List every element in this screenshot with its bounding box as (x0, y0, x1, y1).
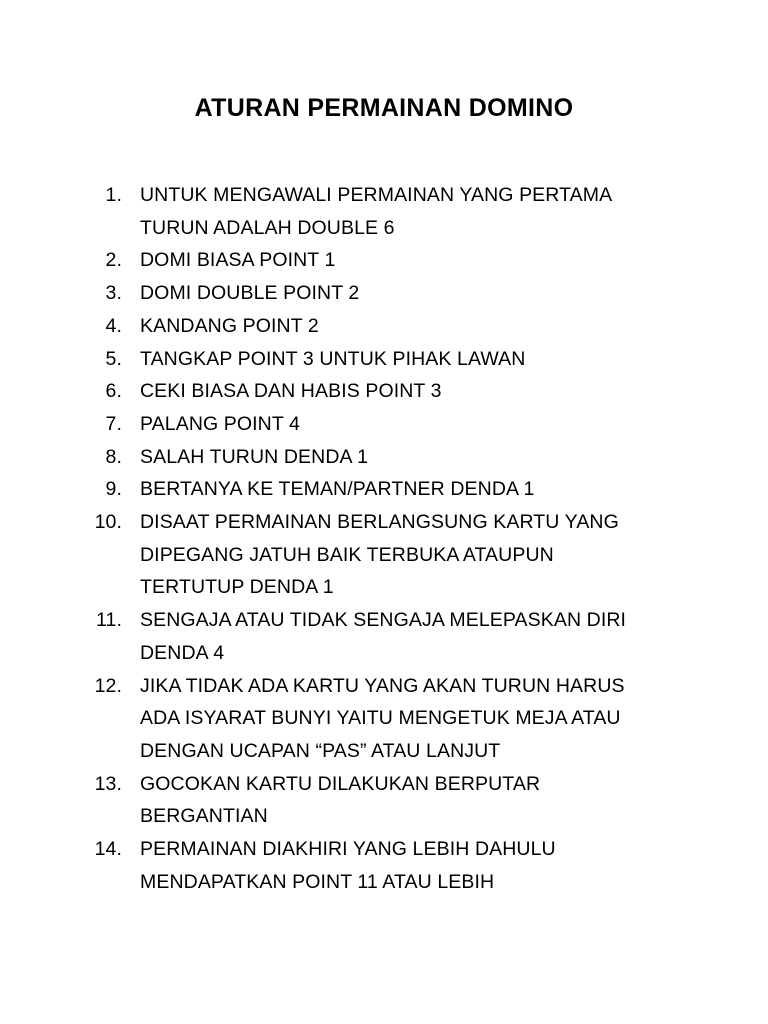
rules-list (0, 179, 768, 898)
rule-item (0, 768, 768, 833)
rule-item (0, 310, 768, 343)
rule-line: DENGAN UCAPAN “PAS” ATAU LANJUT (140, 739, 501, 762)
rule-number: 14. (94, 838, 122, 861)
rule-line: SENGAJA ATAU TIDAK SENGAJA MELEPASKAN DIRI (140, 609, 627, 632)
rule-line: TERTUTUP DENDA 1 (140, 576, 334, 599)
rule-number: 13. (94, 772, 122, 795)
rule-number: 6. (105, 380, 122, 403)
rule-item (0, 179, 768, 244)
rule-text (140, 179, 660, 244)
rule-text (140, 506, 660, 604)
rule-item (0, 604, 768, 669)
rule-item (0, 441, 768, 474)
rule-text (140, 604, 660, 669)
rule-number: 12. (94, 674, 122, 697)
rule-text (140, 343, 660, 376)
rule-number: 3. (105, 282, 122, 305)
rule-line: TANGKAP POINT 3 UNTUK PIHAK LAWAN (140, 347, 526, 370)
rule-number: 2. (105, 249, 122, 272)
rule-line: DOMI BIASA POINT 1 (140, 249, 336, 272)
rule-line: BERTANYA KE TEMAN/PARTNER DENDA 1 (140, 478, 535, 501)
rule-number: 11. (96, 609, 122, 632)
rule-line: SALAH TURUN DENDA 1 (140, 445, 369, 468)
rule-line: CEKI BIASA DAN HABIS POINT 3 (140, 380, 442, 403)
rule-number: 8. (105, 445, 122, 468)
rule-text (140, 833, 660, 898)
rule-item (0, 473, 768, 506)
rule-line: GOCOKAN KARTU DILAKUKAN BERPUTAR (140, 772, 541, 795)
rule-text (140, 244, 660, 277)
rule-line: ADA ISYARAT BUNYI YAITU MENGETUK MEJA ATAU (140, 707, 621, 730)
rule-line: UNTUK MENGAWALI PERMAINAN YANG PERTAMA (140, 184, 613, 206)
rule-item (0, 408, 768, 441)
rule-text (140, 768, 660, 833)
rule-line: PERMAINAN DIAKHIRI YANG LEBIH DAHULU (140, 838, 556, 861)
rule-line: KANDANG POINT 2 (140, 314, 319, 337)
rule-line: DOMI DOUBLE POINT 2 (140, 282, 360, 305)
rule-item (0, 833, 768, 898)
rule-number: 4. (105, 314, 122, 337)
rule-text (140, 670, 660, 768)
rule-text (140, 408, 660, 441)
rule-text (140, 473, 660, 506)
rule-item (0, 244, 768, 277)
rule-number: 10. (94, 511, 122, 534)
rule-line: BERGANTIAN (140, 805, 268, 828)
rule-line: TURUN ADALAH DOUBLE 6 (140, 216, 395, 239)
rule-number: 9. (105, 478, 122, 501)
rule-item (0, 670, 768, 768)
document-title: ATURAN PERMAINAN DOMINO (194, 94, 574, 122)
rule-line: DISAAT PERMAINAN BERLANGSUNG KARTU YANG (140, 511, 619, 534)
rule-number: 5. (105, 347, 122, 370)
rule-line: PALANG POINT 4 (140, 412, 300, 435)
rule-line: JIKA TIDAK ADA KARTU YANG AKAN TURUN HARUS (140, 674, 625, 697)
rule-item (0, 375, 768, 408)
rule-text (140, 375, 660, 408)
rule-line: DENDA 4 (140, 641, 225, 664)
rule-item (0, 277, 768, 310)
rule-number: 1. (105, 184, 122, 206)
rule-text (140, 310, 660, 343)
rule-line: MENDAPATKAN POINT 11 ATAU LEBIH (140, 870, 495, 893)
rule-text (140, 277, 660, 310)
rule-line: DIPEGANG JATUH BAIK TERBUKA ATAUPUN (140, 543, 554, 566)
rule-item (0, 506, 768, 604)
rule-text (140, 441, 660, 474)
rule-item (0, 343, 768, 376)
rule-number: 7. (105, 412, 122, 435)
